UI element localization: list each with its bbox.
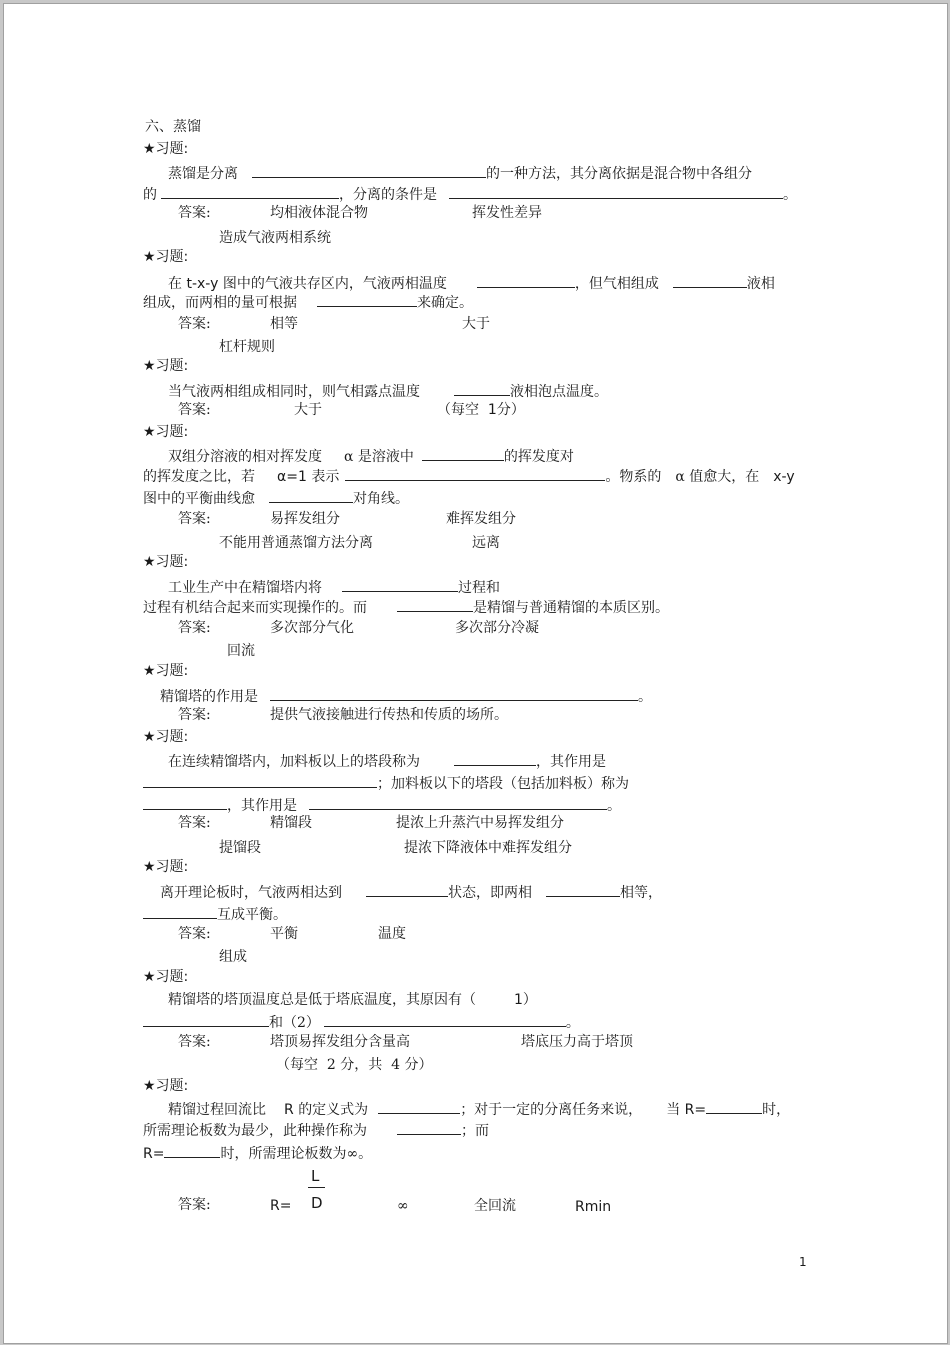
page-number: 1 (799, 1255, 807, 1269)
question-text: 的挥发度对 (503, 449, 574, 465)
question-text: α=1 (277, 469, 307, 485)
answer-text: 均相液体混合物 (270, 205, 368, 221)
answer-text: 提馏段 (219, 840, 261, 856)
fraction-denominator: D (311, 1194, 323, 1212)
question-text: 表示 (311, 469, 340, 485)
q7-line1 (168, 751, 606, 771)
answer-text: 精馏段 (270, 815, 312, 831)
fraction-bar (308, 1187, 325, 1188)
question-text: 互成平衡。 (217, 907, 287, 923)
answer-text: 相等 (270, 316, 298, 332)
answer-label: 答案: (178, 511, 211, 527)
question-text: 精馏塔的塔顶温度总是低于塔底温度，其原因有（ (168, 992, 476, 1008)
answer-label: 答案: (178, 205, 211, 221)
question-text: 当气液两相组成相同时，则气相露点温度 (168, 384, 420, 400)
exercise-label: ★习题: (143, 969, 189, 985)
answer-blank (309, 795, 607, 810)
answer-text: 多次部分气化 (270, 620, 354, 636)
answer-label: 答案: (178, 815, 211, 831)
answer-text: 提浓下降液体中难挥发组分 (404, 840, 572, 856)
answer-blank (143, 904, 217, 919)
q4-line3 (143, 488, 409, 508)
exercise-label: ★习题: (143, 729, 189, 745)
answer-text: 平衡 (270, 926, 298, 942)
question-text: 精馏过程回流比 (168, 1102, 266, 1118)
q8-line1 (160, 882, 662, 902)
q1-line1 (168, 163, 752, 183)
answer-text: ∞ (397, 1198, 409, 1214)
answer-text: 杠杆规则 (219, 339, 275, 355)
question-text: ；加料板以下的塔段（包括加料板）称为 (377, 776, 629, 792)
question-text: 工业生产中在精馏塔内将 (168, 580, 322, 596)
q9-line1 (168, 991, 537, 1009)
answer-text: 远离 (472, 535, 500, 551)
answer-text (437, 401, 525, 419)
question-text: 状态，即两相 (448, 885, 532, 901)
answer-blank (397, 1120, 461, 1135)
answer-text: 塔顶易挥发组分含量高 (270, 1034, 410, 1050)
answer-label: 答案: (178, 707, 211, 723)
question-text: 过程有机结合起来而实现操作的。而 (143, 600, 367, 616)
question-text: 在连续精馏塔内，加料板以上的塔段称为 (168, 754, 420, 770)
q2-line2 (143, 292, 473, 312)
answer-text: R= (270, 1198, 292, 1214)
question-text: ，其作用是 (227, 798, 297, 814)
exercise-label: ★习题: (143, 249, 189, 265)
question-text: 来确定。 (417, 295, 473, 311)
answer-text: 提浓上升蒸汽中易挥发组分 (396, 815, 564, 831)
answer-label: 答案: (178, 316, 211, 332)
question-text: R= (684, 1102, 707, 1118)
question-text: 液相 (746, 276, 775, 292)
answer-blank (454, 381, 510, 396)
answer-blank (397, 597, 473, 612)
answer-text: 2 分，共 (326, 1057, 383, 1073)
q2-line1 (168, 273, 775, 293)
answer-blank (143, 795, 227, 810)
question-text: 当 (666, 1102, 681, 1118)
exercise-label: ★习题: (143, 663, 189, 679)
answer-blank (673, 273, 747, 288)
q9-line2 (143, 1012, 580, 1032)
question-text: 对角线。 (353, 491, 409, 507)
question-text: 组成，而两相的量可根据 (143, 295, 297, 311)
question-text: 图中的平衡曲线愈 (143, 491, 255, 507)
answer-blank (324, 1012, 566, 1027)
exercise-label: ★习题: (143, 424, 189, 440)
question-text: 。物系的 (605, 469, 662, 485)
answer-text: （每空 (437, 402, 479, 418)
answer-text: 1分） (487, 402, 525, 418)
answer-blank (143, 773, 377, 788)
question-text: 的一种方法，其分离依据是混合物中各组分 (486, 166, 752, 182)
question-text: 相等， (620, 885, 662, 901)
question-text: 是精馏与普通精馏的本质区别。 (473, 600, 669, 616)
q3-line1 (168, 381, 608, 401)
question-text: 蒸馏是分离 (168, 166, 238, 182)
answer-text: 温度 (378, 926, 406, 942)
question-text: x-y (773, 469, 795, 485)
answer-blank (546, 882, 620, 897)
question-text: 所需理论板数为最少，此种操作称为 (143, 1123, 367, 1139)
answer-blank (378, 1099, 460, 1114)
question-text: ，但气相组成 (574, 276, 659, 292)
question-text: 离开理论板时，气液两相达到 (160, 885, 342, 901)
exercise-label: ★习题: (143, 1078, 189, 1094)
exercise-label: ★习题: (143, 141, 189, 157)
q4-line1 (168, 446, 574, 466)
answer-blank (454, 751, 536, 766)
q5-line2 (143, 597, 669, 617)
answer-text: （每空 (276, 1057, 318, 1073)
answer-text: 塔底压力高于塔顶 (521, 1034, 633, 1050)
question-text: 。 (607, 798, 621, 814)
answer-text: 造成气液两相系统 (219, 230, 331, 246)
question-text: 时， (762, 1102, 791, 1118)
q1-line2 (143, 184, 797, 204)
question-text: 双组分溶液的相对挥发度 (168, 449, 322, 465)
answer-blank (706, 1099, 762, 1114)
question-text: 图中的气液共存区内，气液两相温度 (222, 276, 447, 292)
answer-blank (252, 163, 486, 178)
q10-line2 (143, 1120, 489, 1140)
answer-label: 答案: (178, 1197, 211, 1213)
question-text: 时，所需理论板数为∞。 (220, 1146, 373, 1162)
question-text: ，其作用是 (536, 754, 606, 770)
question-text: 过程和 (458, 580, 500, 596)
question-text: 。 (638, 689, 652, 705)
answer-note (276, 1056, 433, 1074)
fraction-numerator: L (311, 1167, 320, 1185)
answer-blank (270, 686, 638, 701)
answer-text: 不能用普通蒸馏方法分离 (219, 535, 373, 551)
q10-line3 (143, 1143, 372, 1163)
answer-text: 全回流 (474, 1198, 516, 1214)
q5-line1 (168, 577, 500, 597)
question-text: ；而 (461, 1123, 489, 1139)
question-text: ；对于一定的分离任务来说， (460, 1102, 643, 1118)
question-text: R= (143, 1146, 165, 1162)
answer-text: 易挥发组分 (270, 511, 340, 527)
answer-text: 挥发性差异 (472, 205, 542, 221)
answer-text: 回流 (227, 643, 255, 659)
answer-blank (143, 1012, 269, 1027)
q4-line2 (143, 466, 795, 486)
answer-text: 提供气液接触进行传热和传质的场所。 (270, 707, 508, 723)
question-text: α (675, 469, 685, 485)
q7-line3 (143, 795, 621, 815)
question-text: 的定义式为 (298, 1102, 369, 1118)
exercise-label: ★习题: (143, 358, 189, 374)
answer-blank (317, 292, 417, 307)
question-text: R (284, 1102, 294, 1118)
question-text: 在 (168, 276, 182, 292)
answer-text: 4 分） (391, 1057, 433, 1073)
answer-text: 组成 (219, 949, 247, 965)
answer-text: 大于 (462, 316, 490, 332)
answer-blank (366, 882, 448, 897)
answer-text: 多次部分冷凝 (455, 620, 539, 636)
exercise-label: ★习题: (143, 859, 189, 875)
answer-text: 难挥发组分 (446, 511, 516, 527)
answer-blank (164, 1143, 220, 1158)
answer-label: 答案: (178, 926, 211, 942)
q8-line2 (143, 904, 287, 924)
question-text: 1） (514, 992, 537, 1008)
section-title: 六、蒸馏 (145, 119, 201, 135)
question-text: 的 (143, 187, 157, 203)
q10-line1 (168, 1099, 790, 1119)
answer-blank (342, 577, 458, 592)
answer-blank (161, 184, 339, 199)
answer-label: 答案: (178, 620, 211, 636)
exercise-label: ★习题: (143, 554, 189, 570)
question-text: 的挥发度之比，若 (143, 469, 255, 485)
answer-blank (422, 446, 504, 461)
question-text: t-x-y (186, 276, 219, 292)
question-text: 液相泡点温度。 (510, 384, 608, 400)
question-text: 。 (783, 187, 797, 203)
question-text: 值愈大，在 (689, 469, 760, 485)
answer-label: 答案: (178, 1034, 211, 1050)
q6-line1 (160, 686, 652, 706)
answer-text: Rmin (575, 1199, 612, 1215)
answer-text: 大于 (294, 402, 322, 418)
question-text: ，分离的条件是 (339, 187, 437, 203)
question-text: 和（2） (269, 1015, 320, 1031)
question-text: 是溶液中 (357, 449, 414, 465)
q7-line2 (143, 773, 629, 793)
answer-blank (269, 488, 353, 503)
question-text: 精馏塔的作用是 (160, 689, 258, 705)
answer-blank (477, 273, 575, 288)
question-text: 。 (565, 1015, 580, 1031)
answer-blank (345, 466, 605, 481)
answer-label: 答案: (178, 402, 211, 418)
question-text: α (344, 449, 354, 465)
answer-blank (449, 184, 783, 199)
